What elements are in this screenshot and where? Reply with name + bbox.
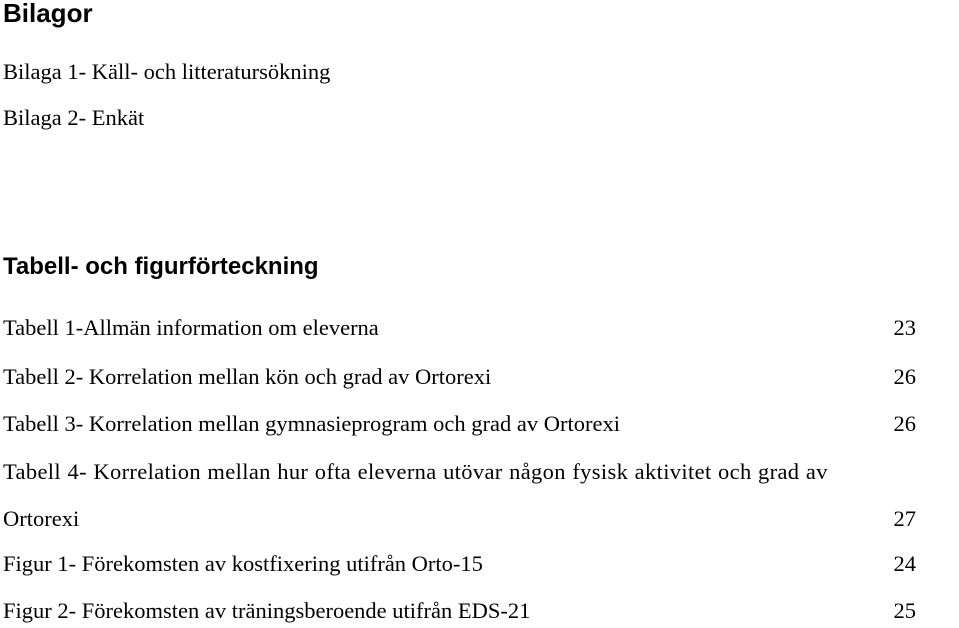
toc-entry-page-4: 27 [893,506,916,531]
toc-entry-page-3: 26 [893,411,916,436]
toc-entry-page-5: 24 [893,551,916,576]
toc-entry-page-2: 26 [893,364,916,389]
appendix-heading: Bilagor [3,0,93,28]
toc-entry-page-6: 25 [893,598,916,623]
toc-entry-label-1: Tabell 1-Allmän information om eleverna [3,315,379,340]
toc-entry-page-1: 23 [893,315,916,340]
appendix-item-2: Bilaga 2- Enkät [3,105,145,130]
toc-entry-label-2: Tabell 2- Korrelation mellan kön och grad av Ortorexi [3,364,492,389]
appendix-item-1: Bilaga 1- Käll- och litteratursökning [3,59,331,84]
toc-entry-label-6: Figur 2- Förekomsten av träningsberoende utifrån EDS-21 [3,598,531,623]
toc-entry-label-4-continuation: Ortorexi [3,506,80,531]
toc-entry-label-3: Tabell 3- Korrelation mellan gymnasieprogram och grad av Ortorexi [3,411,620,436]
toc-entry-label-5: Figur 1- Förekomsten av kostfixering utifrån Orto-15 [3,551,483,576]
toc-entry-label-4: Tabell 4- Korrelation mellan hur ofta eleverna utövar någon fysisk aktivitet och grad av [3,459,828,484]
toc-heading: Tabell- och figurförteckning [3,253,319,280]
